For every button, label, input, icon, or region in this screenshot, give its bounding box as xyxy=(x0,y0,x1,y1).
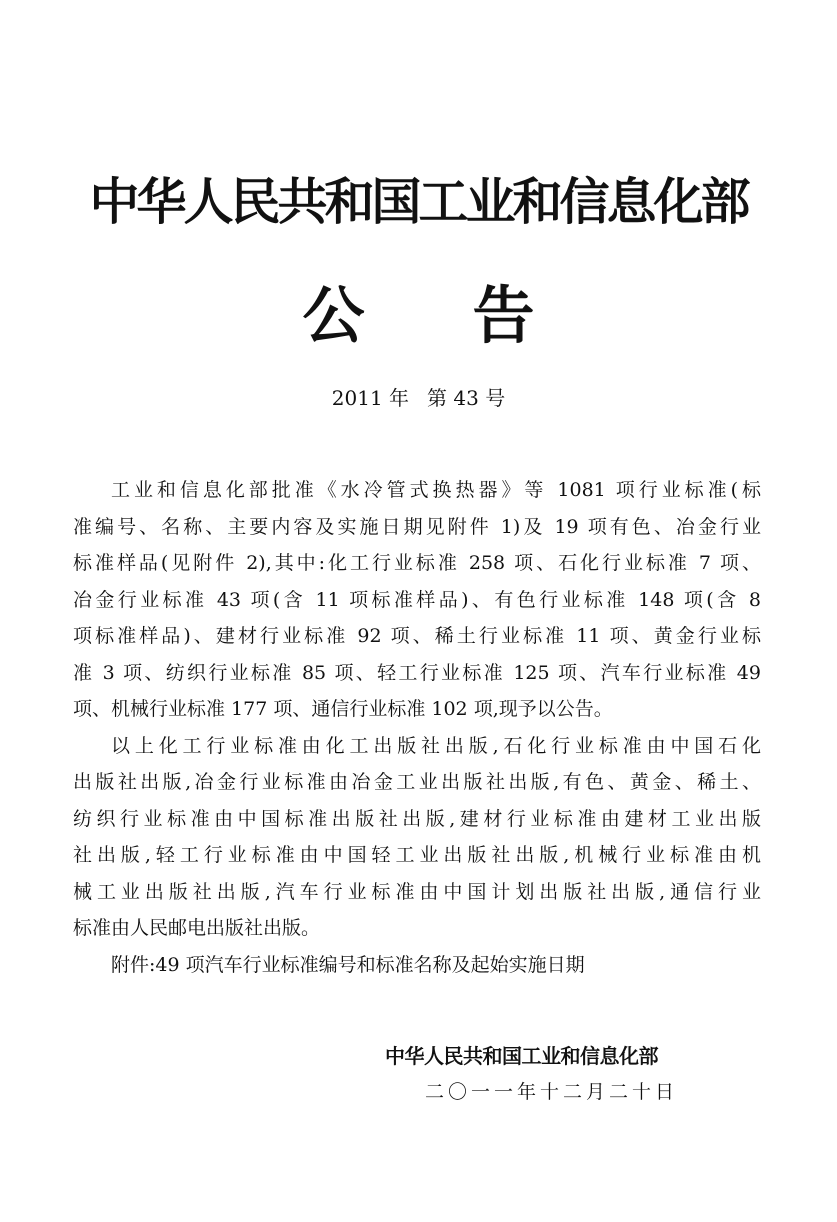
paragraph-line: 准 3 项、纺织行业标准 85 项、轻工行业标准 125 项、汽车行业标准 49 xyxy=(73,661,761,684)
announcement-char-1: 公 xyxy=(302,279,365,352)
paragraph-line: 项标准样品)、建材行业标准 92 项、稀土行业标准 11 项、黄金行业标 xyxy=(73,625,761,647)
signature-date: 二〇一一年十二月二十日 xyxy=(425,1081,679,1103)
announcement-heading xyxy=(0,278,837,354)
paragraph-line: 工业和信息化部批准《水冷管式换热器》等 1081 项行业标准(标 xyxy=(111,479,761,501)
paragraph-line: 械工业出版社出版,汽车行业标准由中国计划出版社出版,通信行业 xyxy=(73,880,761,903)
paragraph-line: 以上化工行业标准由化工出版社出版,石化行业标准由中国石化 xyxy=(111,734,761,757)
document-year: 2011 年 xyxy=(331,386,410,410)
announcement-body xyxy=(73,472,761,983)
paragraph-line: 项、机械行业标准 177 项、通信行业标准 102 项,现予以公告。 xyxy=(73,698,613,720)
paragraph-line: 标准样品(见附件 2),其中:化工行业标准 258 项、石化行业标准 7 项、 xyxy=(73,552,761,574)
paragraph-line: 出版社出版,冶金行业标准由冶金工业出版社出版,有色、黄金、稀土、 xyxy=(73,771,761,793)
paragraph-line: 准编号、名称、主要内容及实施日期见附件 1)及 19 项有色、冶金行业 xyxy=(73,515,761,538)
paragraph-approval xyxy=(73,472,761,728)
announcement-char-2: 告 xyxy=(472,279,535,352)
attachment-line: 附件:49 项汽车行业标准编号和标准名称及起始实施日期 xyxy=(111,953,585,976)
document-number xyxy=(0,384,837,412)
paragraph-line: 纺织行业标准由中国标准出版社出版,建材行业标准由建材工业出版 xyxy=(73,807,761,830)
signature-ministry: 中华人民共和国工业和信息化部 xyxy=(385,1044,658,1068)
paragraph-line: 社出版,轻工行业标准由中国轻工业出版社出版,机械行业标准由机 xyxy=(73,844,761,866)
paragraph-publishers xyxy=(73,728,761,947)
paragraph-line: 标准由人民邮电出版社出版。 xyxy=(73,917,321,939)
paragraph-line: 冶金行业标准 43 项(含 11 项标准样品)、有色行业标准 148 项(含 8 xyxy=(73,588,761,611)
ministry-title: 中华人民共和国工业和信息化部 xyxy=(89,173,748,231)
document-issue-number: 第 43 号 xyxy=(427,386,506,410)
